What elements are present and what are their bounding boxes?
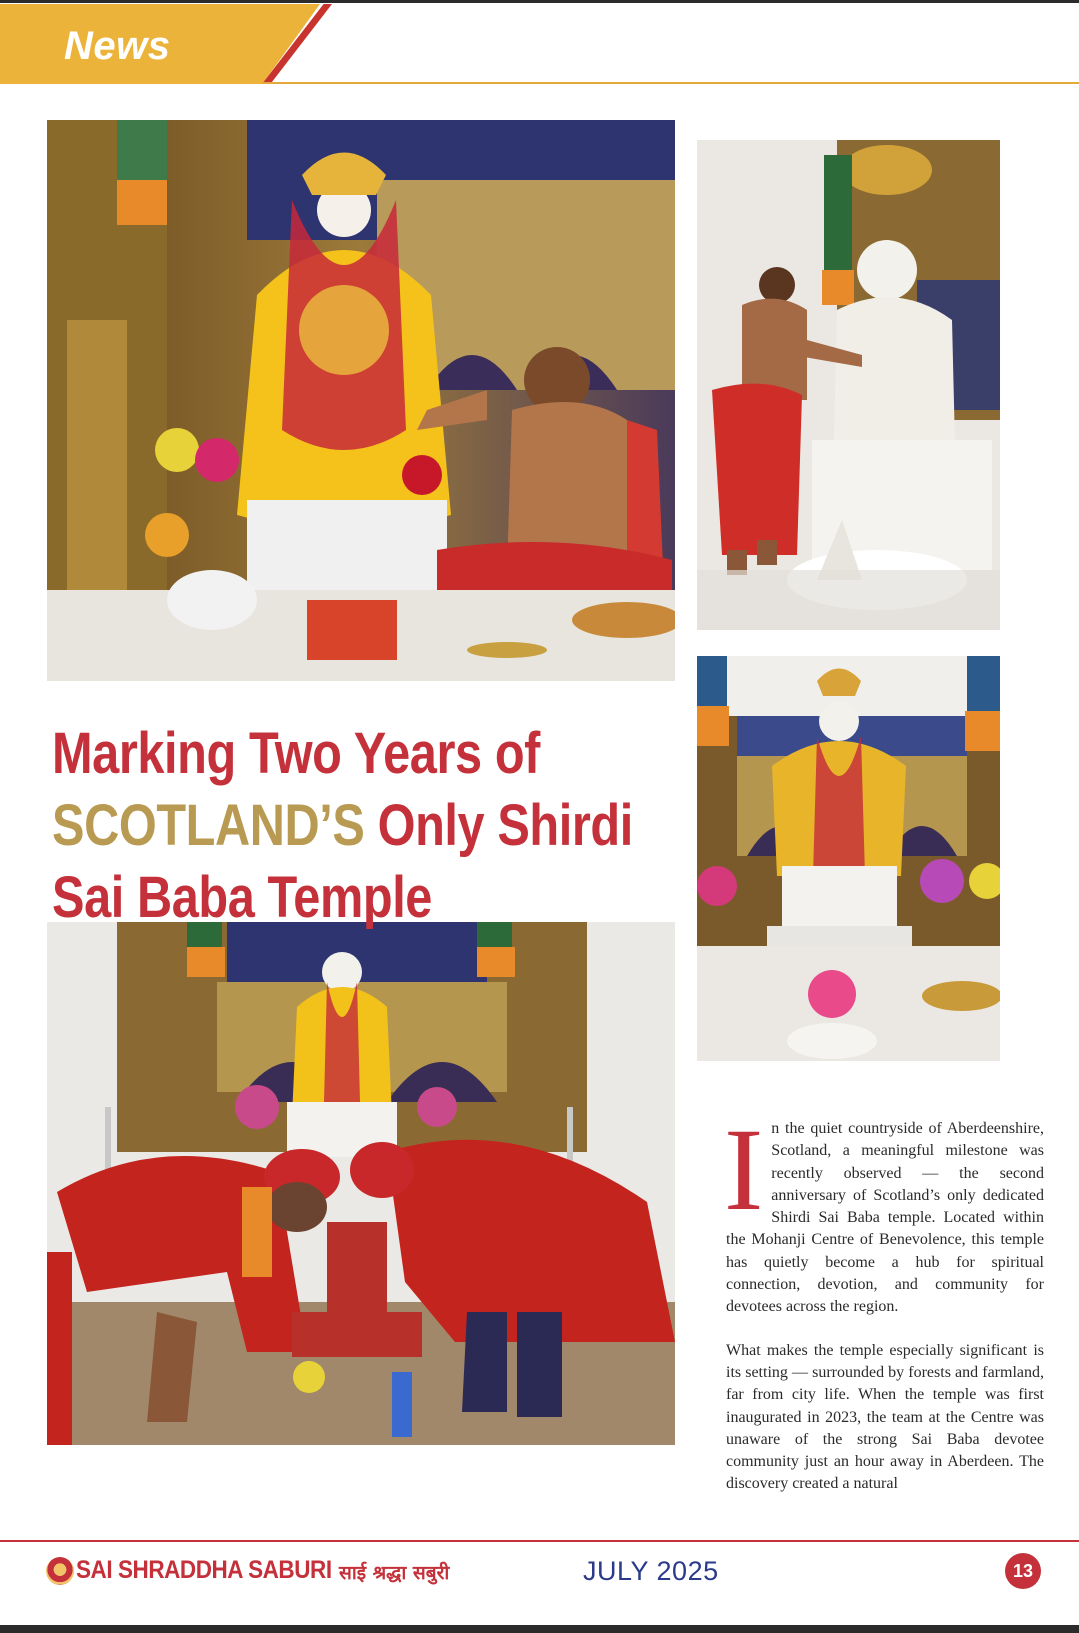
photo-priest-offering-arti bbox=[47, 120, 675, 681]
brand-name: SAI SHRADDHA SABURI bbox=[76, 1556, 332, 1584]
article-paragraph-1-text: n the quiet countryside of Aberdeenshire, Scotland, a meaningful milestone was recently observed — the second anniversary of Scotland’s only dedicated Shirdi Sai Baba temple. Located within the Mohanji Centre of Benevolence, this temple has quietly become a hub for spiritual connection, devotion, and community for devotees across the region. bbox=[726, 1120, 1044, 1316]
section-label: News bbox=[64, 24, 171, 68]
brand-name-hindi: साई श्रद्धा सबुरी bbox=[339, 1562, 450, 1584]
headline-line-2-rest: Only Shirdi bbox=[364, 793, 633, 858]
headline bbox=[52, 718, 633, 934]
drop-cap: I bbox=[724, 1104, 764, 1235]
page-top-border bbox=[0, 0, 1079, 3]
photo-priest-bathing-marble-idol bbox=[697, 140, 1000, 630]
header-rule bbox=[262, 82, 1079, 84]
photo-idol-on-altar bbox=[697, 656, 1000, 1061]
temple-photo-icon bbox=[47, 120, 675, 681]
footer-rule bbox=[0, 1540, 1079, 1542]
article-paragraph-2: What makes the temple especially significant is its setting — surrounded by forests and farmland, far from city life. When the temple was first inaugurated in 2023, the team at the Centre was unaware of the strong Sai Baba devotee community just an hour away in Aberdeen. The discovery created a natural bbox=[726, 1341, 1044, 1493]
article-paragraph-1 bbox=[724, 1104, 1044, 1319]
headline-line-1: Marking Two Years of bbox=[52, 721, 540, 786]
headline-line-2 bbox=[52, 790, 633, 862]
headline-line-3: Sai Baba Temple bbox=[52, 865, 432, 930]
page-number: 13 bbox=[1005, 1553, 1041, 1589]
brand-logo-icon bbox=[46, 1557, 74, 1585]
article-body bbox=[724, 1104, 1044, 1517]
photo-devotees-bowing bbox=[47, 922, 675, 1445]
page-bottom-border bbox=[0, 1625, 1079, 1633]
issue-date: JULY 2025 bbox=[583, 1556, 719, 1586]
temple-photo-icon bbox=[47, 922, 675, 1445]
temple-photo-icon bbox=[697, 656, 1000, 1061]
headline-accent: SCOTLAND’S bbox=[52, 793, 365, 858]
temple-photo-icon bbox=[697, 140, 1000, 630]
